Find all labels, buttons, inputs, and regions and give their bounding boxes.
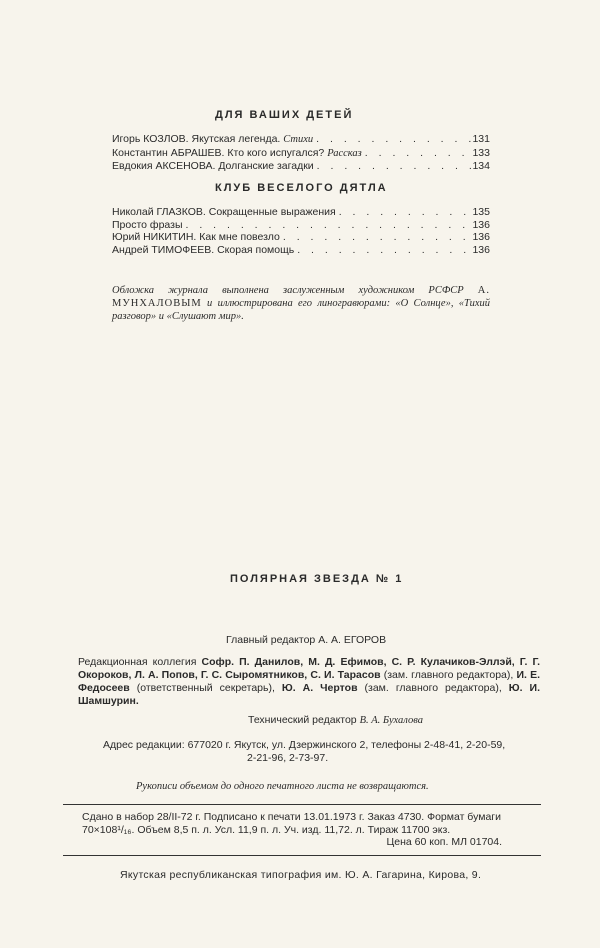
editorial-board: Редакционная коллегия Софр. П. Данилов, М. Д. Ефимов, С. Р. Кулачиков-Эллэй, Г. Г. Окороков, Л. А. Попов, Г. С. Сыромятников, С. И. Тарасов (зам. главного редактора), И. Е. Федосеев (ответственный секретарь), Ю. А. Чертов (зам. главного редактора), Ю. И. Шамшурин. (78, 656, 541, 707)
toc-entry-text: Константин АБРАШЕВ. Кто кого испугался? (112, 146, 325, 159)
toc-entry[interactable] (112, 219, 490, 232)
toc-entry-text: Евдокия АКСЕНОВА. Долганские загадки (112, 160, 314, 172)
toc-entry-text: Юрий НИКИТИН. Как мне повезло (112, 231, 280, 243)
toc-entry[interactable] (112, 244, 490, 257)
imprint: Сдано в набор 28/II-72 г. Подписано к печати 13.01.1973 г. Заказ 4730. Формат бумаги 70×108¹/₁₆. Объем 8,5 п. л. Усл. 11,9 п. л. Уч. изд. 11,72. л. Тираж 11700 экз. Цена 60 коп. МЛ 01704. (82, 811, 502, 848)
toc-entry-genre: Стихи (283, 134, 314, 145)
toc-page-number: 136 (472, 243, 490, 256)
editorial-address: Адрес редакции: 677020 г. Якутск, ул. Дзержинского 2, телефоны 2-48-41, 2-20-59, 2-21-96, 2-73-97. (103, 739, 506, 764)
toc-page-number: 136 (472, 231, 490, 243)
toc-page-number: 135 (472, 206, 490, 218)
divider (63, 855, 541, 856)
toc-entry-text: Николай ГЛАЗКОВ. Сокращенные выражения (112, 206, 336, 218)
cover-artist: А. МУНХАЛОВЫМ (112, 285, 490, 309)
toc-entry-text: Игорь КОЗЛОВ. Якутская легенда. (112, 133, 281, 145)
section-title-children: ДЛЯ ВАШИХ ДЕТЕЙ (215, 109, 354, 121)
manuscripts-note: Рукописи объемом до одного печатного листа не возвращаются. (136, 781, 429, 792)
toc-woodpecker-club (112, 206, 490, 256)
chief-editor-name: А. А. ЕГОРОВ (318, 634, 387, 646)
technical-editor: Технический редактор В. А. Бухалова (248, 714, 423, 726)
toc-entry-genre: Рассказ (327, 147, 362, 159)
toc-entry[interactable] (112, 147, 490, 161)
toc-entry[interactable] (112, 231, 490, 244)
printing-house: Якутская республиканская типография им. Ю. А. Гагарина, Кирова, 9. (120, 869, 482, 881)
toc-entry-text: Просто фразы (112, 218, 183, 231)
toc-entry[interactable] (112, 206, 490, 219)
toc-page-number: 136 (472, 218, 490, 231)
cover-note: Обложка журнала выполнена заслуженным художником РСФСР А. МУНХАЛОВЫМ и иллюстрирована его линогравюрами: «О Солнце», «Тихий разговор» и «Слушают мир». (112, 285, 491, 322)
toc-entry-text: Андрей ТИМОФЕЕВ. Скорая помощь (112, 243, 295, 256)
chief-editor: Главный редактор А. А. ЕГОРОВ (226, 634, 387, 646)
toc-page-number: 133 (472, 146, 490, 159)
toc-page-number: 134 (472, 160, 490, 172)
toc-children (112, 133, 490, 173)
technical-editor-name: В. А. Бухалова (359, 715, 423, 726)
toc-page-number: 131 (472, 133, 490, 145)
toc-entry[interactable] (112, 133, 490, 147)
magazine-title: ПОЛЯРНАЯ ЗВЕЗДА № 1 (230, 573, 404, 585)
section-title-woodpecker-club: КЛУБ ВЕСЕЛОГО ДЯТЛА (215, 182, 388, 194)
divider (63, 804, 541, 805)
toc-entry[interactable] (112, 160, 490, 173)
